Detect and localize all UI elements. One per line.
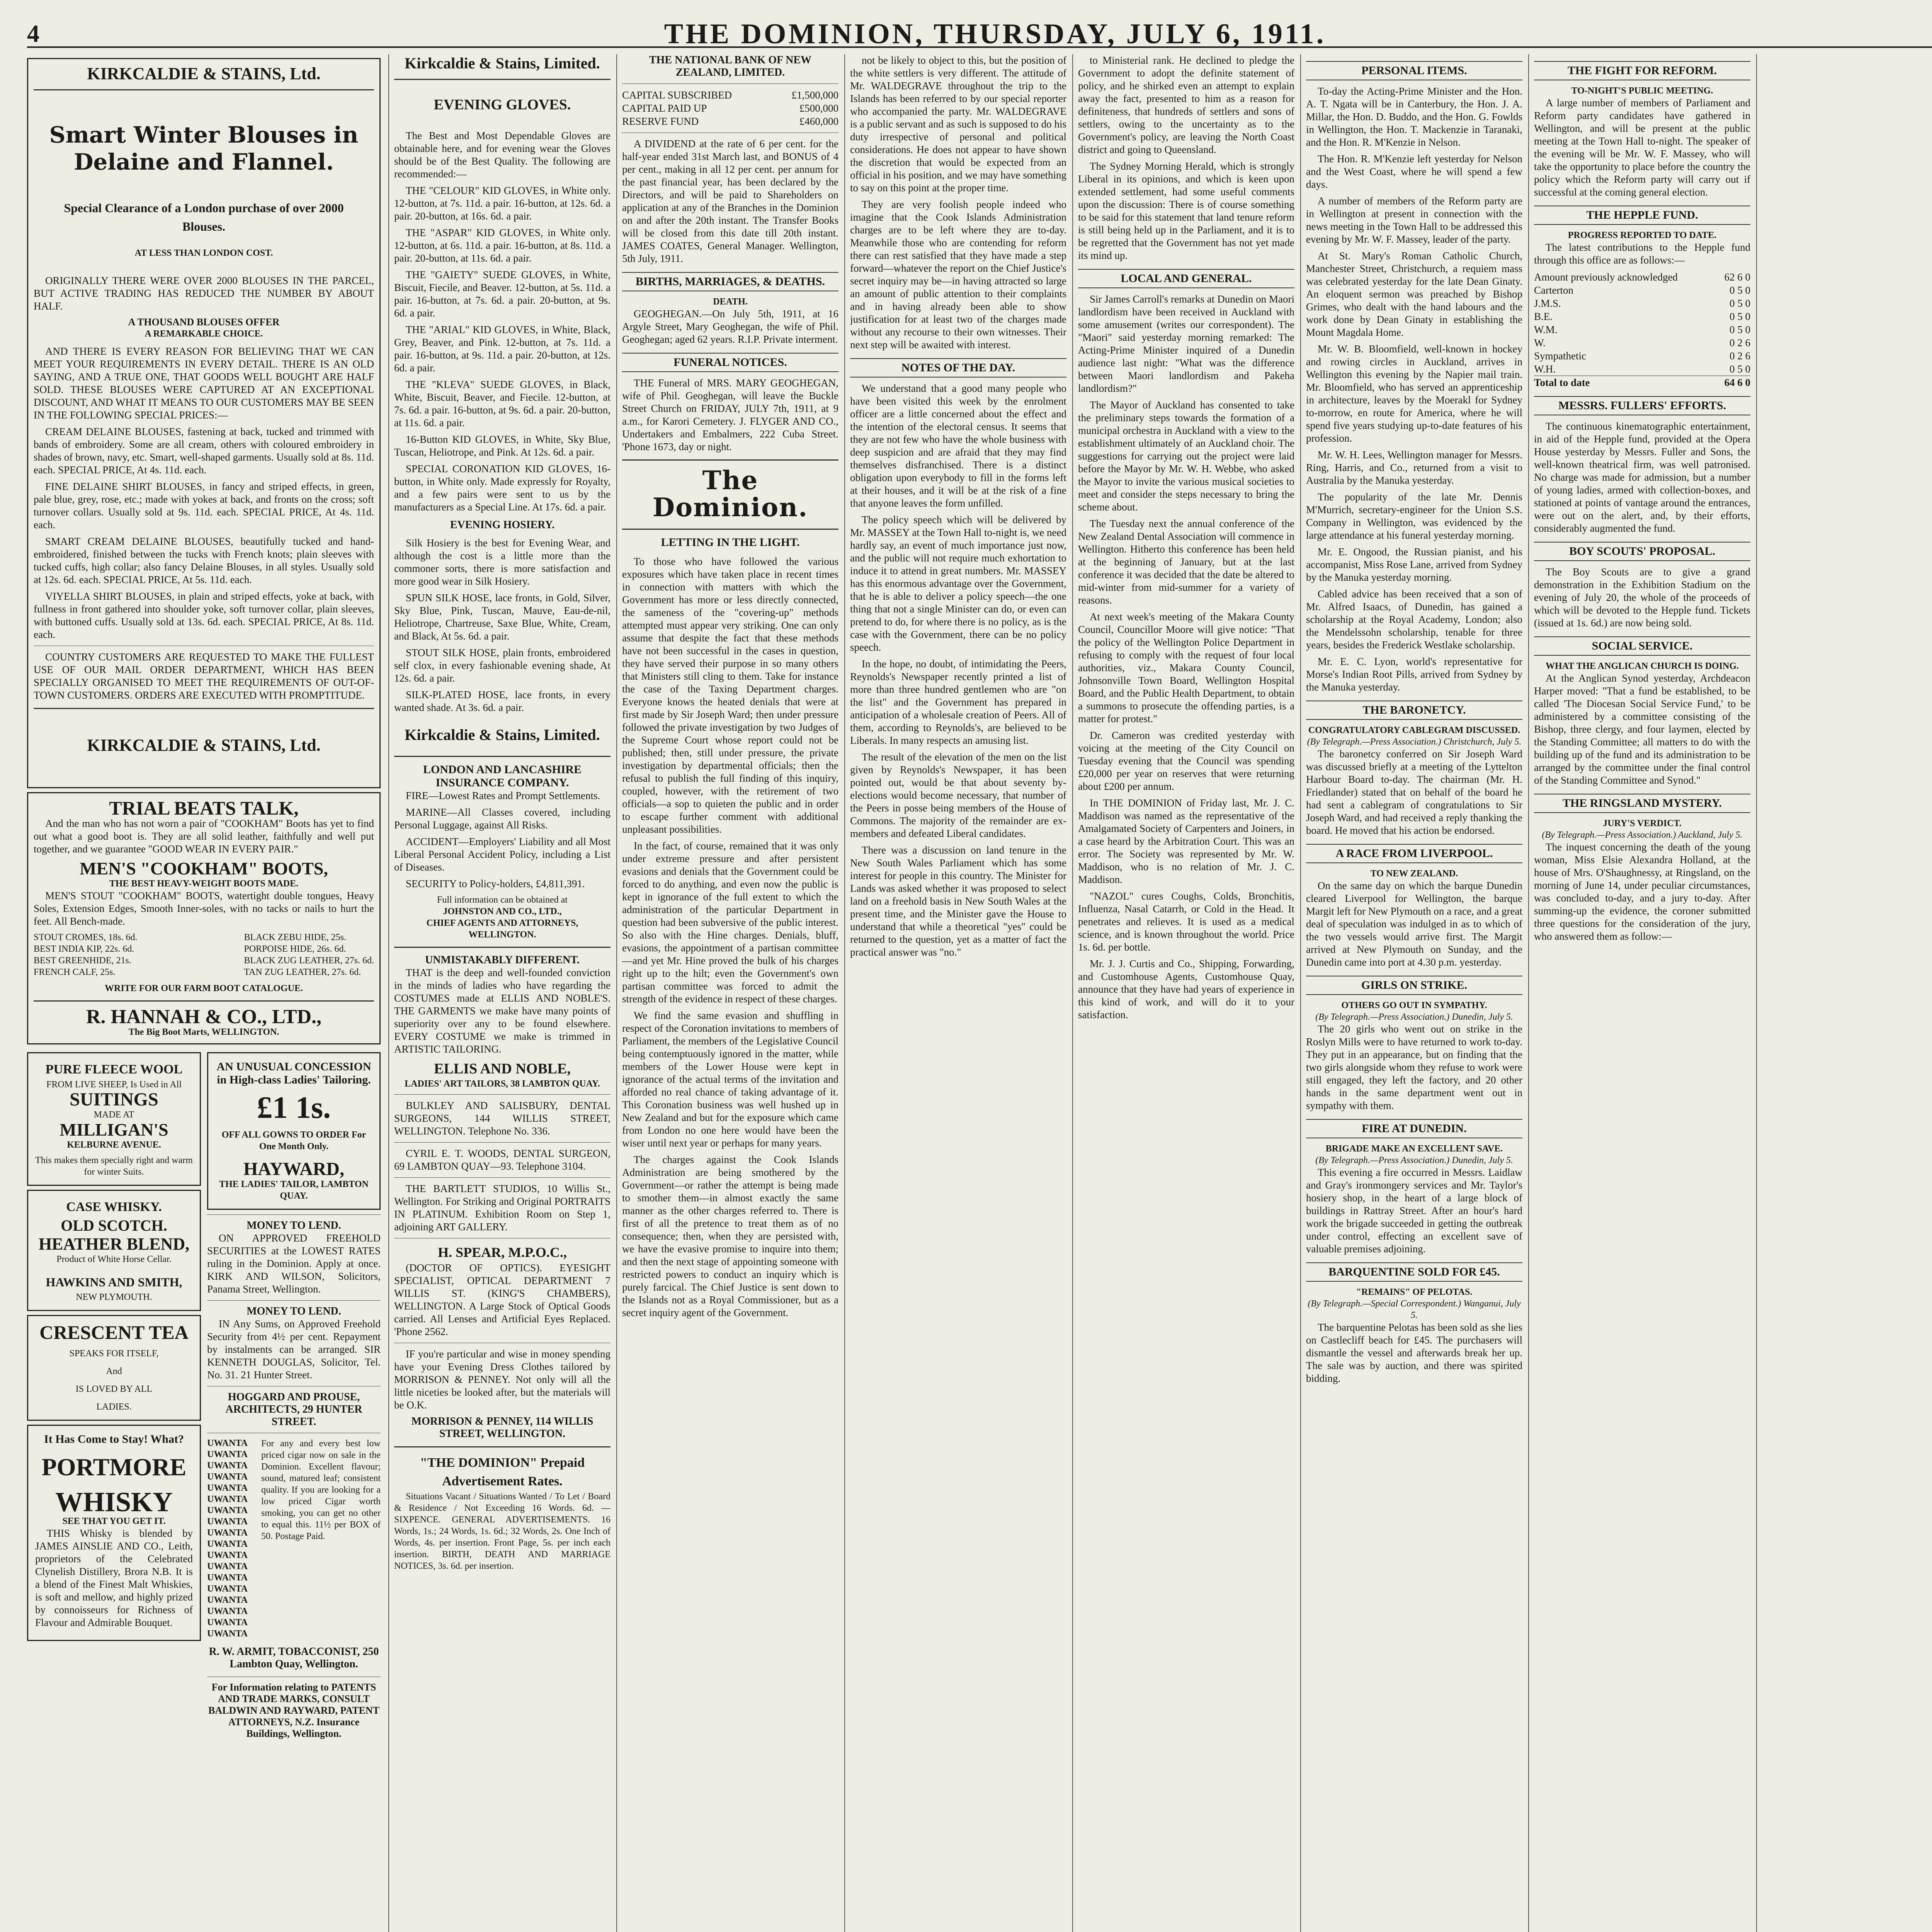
barquentine-body: The barquentine Pelotas has been sold as she lies on Castlecliff beach for £45. The purchasers will dismantle the vessel and afterwards break her up. The sale was by auction, and there was spirited bidding. — [1306, 1321, 1522, 1384]
hannah-boots-ad — [27, 792, 381, 1044]
glove-item: THE "CELOUR" KID GLOVES, in White only. 12-button, at 7s. 11d. a pair. 16-button, at 12s. 6d. a pair. 20-button, at 16s. 6d. a pair. — [394, 185, 611, 222]
column-5 — [1078, 54, 1294, 1932]
personal-items-title: PERSONAL ITEMS. — [1306, 61, 1522, 80]
cigar-note: For any and every best low priced cigar now on sale in the Dominion. Excellent flavour; sound, matured leaf; consistent quality. If you are looking for a low priced Cigar worth smoking, you can get no other to equal this. 11½ per BOX of 50. Postage Paid. — [261, 1439, 381, 1541]
hannah-name: R. HANNAH & CO., LTD., — [86, 1006, 322, 1028]
hepple-total-value: 64 6 0 — [1724, 377, 1750, 388]
mail-order-note: COUNTRY CUSTOMERS ARE REQUESTED TO MAKE THE FULLEST USE OF OUR MAIL ORDER DEPARTMENT, WHICH HAS BEEN SPECIALLY ORGANISED TO MEET THE REQUIREMENTS OF OUT-OF-TOWN CUSTOMERS. ORDERS ARE EXECUTED WITH PROMPTITUDE. — [34, 651, 374, 701]
death-notice: GEOGHEGAN.—On July 5th, 1911, at 16 Argyle Street, Mary Geoghegan, the wife of Phil. Geoghegan; aged 62 years. R.I.P. Private interment. — [622, 308, 838, 345]
cookham-subtitle: THE BEST HEAVY-WEIGHT BOOTS MADE. — [109, 879, 299, 889]
crescent-line: SPEAKS FOR ITSELF, — [69, 1349, 159, 1359]
barquentine-sub: "REMAINS" OF PELOTAS. — [1356, 1287, 1473, 1297]
cookham-desc: MEN'S STOUT "COOKHAM" BOOTS, watertight double tongues, Heavy Soles, Extension Edges, Smooth Inner-soles, with no tacks or nails to hurt the feet. All Bench-made. — [34, 890, 374, 927]
local-para: Dr. Cameron was credited yesterday with voicing at the meeting of the City Council on Tuesday evening that the Council was spending £20,000 per year on reserves that were returning about £200 per annum. — [1078, 730, 1294, 792]
death-heading: DEATH. — [713, 297, 748, 307]
personal-item: At St. Mary's Roman Catholic Church, Manchester Street, Christchurch, a requiem mass was celebrated yesterday for the late Dean Ginaty. An eloquent sermon was preached by Bishop Grimes, who dealt with the hand labours and the work done by Dean Ginaty in establishing the Mount Magdala Home. — [1306, 250, 1522, 338]
crescent-line: And — [106, 1366, 122, 1376]
hepple-label: W.M. — [1534, 324, 1558, 335]
hepple-row — [1534, 284, 1750, 297]
funeral-title: FUNERAL NOTICES. — [622, 353, 838, 372]
boot-price: BEST INDIA KIP, 22s. 6d. — [34, 944, 134, 954]
liverpool-body: On the same day on which the barque Dunedin cleared Liverpool for Wellington, the barque Margit left for New Plymouth on a race, and a great deal of speculation was indulged in as to which of the two vessels would arrive first. The Margit arrived at New Plymouth on Sunday, and the Dunedin came into port at 4.30 p.m. yesterday. — [1306, 880, 1522, 968]
notes-para: The policy speech which will be delivered by Mr. MASSEY at the Town Hall to-night is, we need hardly say, an event of much importance just now, and the public will not require much exhortation to induce it to attend in great numbers. Mr. MASSEY has this enormous advantage over the Government, that he is able to deliver a policy speech—the one thing that not a single Minister can do, or even can pretend to do, for where there is no policy, as is the case with the Government, there can be no policy speech. — [850, 514, 1066, 653]
trial-title: TRIAL BEATS TALK, — [109, 797, 299, 819]
notes-para: In the hope, no doubt, of intimidating the Peers, Reynolds's Newspaper recently printed a list of more than three hundred gentlemen who are "on the list" and the Government has prepared in anticipation of a wholesale creation of Peers. All of them, according to Reynolds's, are believed to be Liberals. In many respects an amusing list. — [850, 658, 1066, 746]
blouses-intro: ORIGINALLY THERE WERE OVER 2000 BLOUSES IN THE PARCEL, BUT ACTIVE TRADING HAS REDUCED THE NUMBER BY ABOUT HALF. — [34, 275, 374, 312]
fleece-title: PURE FLEECE WOOL — [45, 1062, 183, 1077]
social-service-sub: WHAT THE ANGLICAN CHURCH IS DOING. — [1545, 661, 1739, 671]
hepple-row — [1534, 349, 1750, 362]
local-para: Sir James Carroll's remarks at Dunedin on Maori landlordism have been received in Auckland with some amusement (writes our correspondent). The "Maori" said yesterday morning remarked: The Acting-Prime Minister inquired of a Dunedin audience last night: "What was the difference between Maori landlordism and Pakeha landlordism?" — [1078, 293, 1294, 394]
glove-item: 16-Button KID GLOVES, in White, Sky Blue, Tuscan, Heliotrope, and Pink. At 12s. 6d. a pair. — [394, 434, 611, 458]
hepple-label: B.E. — [1534, 311, 1553, 322]
london-insurance-title: LONDON AND LANCASHIRE INSURANCE COMPANY. — [423, 763, 582, 789]
paper-nameplate: The Dominion. — [652, 465, 808, 522]
hepple-title: THE HEPPLE FUND. — [1534, 206, 1750, 225]
column-6 — [1306, 54, 1522, 1932]
personal-item: Mr. E. Ongood, the Russian pianist, and his accompanist, Miss Rose Lane, arrived from Sydney by the Manuka yesterday morning. — [1306, 546, 1522, 583]
hosiery-item: SPUN SILK HOSE, lace fronts, in Gold, Silver, Sky Blue, Pink, Tuscan, Mauve, Eau-de-nil, Heliotrope, Chartreuse, Saxe Blue, White, Cream, and Black, At 5s. 6d. a pair. — [394, 592, 611, 642]
baronetcy-body: The baronetcy conferred on Sir Joseph Ward was discussed briefly at a meeting of the Lyttelton Harbour Board to-day. The chairman (Mr. H. Friedlander) stated that on behalf of the board he had sent a cablegram of congratulations to Sir Joseph Ward, and had received a reply thanking the board. He moved that his action be endorsed. — [1306, 748, 1522, 836]
local-para: Mr. J. J. Curtis and Co., Shipping, Forwarding, and Customhouse Agents, Customhouse Quay, announce that they have had years of experience in this kind of work, and will do it to your satisfaction. — [1078, 958, 1294, 1020]
insurance-item: FIRE—Lowest Rates and Prompt Settlements. — [406, 790, 600, 801]
new-plymouth: NEW PLYMOUTH. — [76, 1292, 152, 1302]
scouts-title: BOY SCOUTS' PROPOSAL. — [1534, 542, 1750, 561]
gloves-intro: The Best and Most Dependable Gloves are obtainable here, and for evening wear the Gloves should be of the Best Quality. The following are recommended:— — [394, 130, 611, 180]
milligan-ad — [27, 1052, 201, 1186]
money-to-lend-title: MONEY TO LEND. — [247, 1219, 341, 1231]
hayward-name: HAYWARD, — [243, 1159, 344, 1179]
kelburne: KELBURNE AVENUE. — [67, 1140, 161, 1150]
capital-label: CAPITAL SUBSCRIBED — [622, 89, 732, 101]
blouses-subhead: Special Clearance of a London purchase of over 2000 Blouses. — [64, 201, 344, 233]
crescent-line: IS LOVED BY ALL — [75, 1384, 153, 1394]
personal-item: Mr. W. H. Lees, Wellington manager for Messrs. Ring, Harris, and Co., returned from a visit to Australia by the Manuka yesterday. — [1306, 449, 1522, 486]
milligan-foot: This makes them specially right and warm for winter Suits. — [35, 1155, 193, 1177]
crescent-tea-ad — [27, 1315, 201, 1421]
hepple-label: J.M.S. — [1534, 298, 1561, 309]
store-name-footer: KIRKCALDIE & STAINS, Ltd. — [87, 736, 321, 755]
hosiery-title: EVENING HOSIERY. — [450, 519, 555, 531]
blouses-reason: AND THERE IS EVERY REASON FOR BELIEVING THAT WE CAN MEET YOUR REQUIREMENTS IN EVERY DETAIL. THERE IS AN OLD SAYING, AND A TRUE ONE, THAT GOODS WELL BOUGHT ARE HALF SOLD. THESE BLOUSES WERE CAPTURED AT AN EXCEPTIONAL DISCOUNT, AND WHAT IT MEANS TO OUR CUSTOMERS MAY BE SEEN IN THE FOLLOWING SPECIAL PRICES:— — [34, 345, 374, 421]
local-para: The Tuesday next the annual conference of the New Zealand Dental Association will commence in Wellington. Hitherto this conference has been held at the beginning of January, but at the last conference it was decided that the date be altered to mid-winter from mid-summer for a variety of reasons. — [1078, 518, 1294, 606]
fullers-body: The continuous kinematographic entertainment, in aid of the Hepple fund, provided at the Opera House yesterday by Messrs. Fuller and Sons, the well-known theatrical firm, was well patronised. No charge was made for admission, but a number of young ladies, armed with collection-boxes, and stationed at points of vantage around the entrances, were out on the alert, and, by their efforts, considerably augmented the fund. — [1534, 420, 1750, 534]
ad-rates-body: Situations Vacant / Situations Wanted / To Let / Board & Residence / Not Exceeding 16 Words. 6d. — SIXPENCE. GENERAL ADVERTISEMENTS. 16 Words, 1s.; 24 Words, 1s. 6d.; 32 Words, 2s. One Inch of Words, 4s. per insertion. Front Page, 5s. per inch each insertion. BIRTH, DEATH AND MARRIAGE NOTICES, 3s. 6d. per insertion. — [394, 1492, 611, 1571]
fire-title: FIRE AT DUNEDIN. — [1306, 1119, 1522, 1138]
column-4 — [850, 54, 1066, 1932]
trial-body: And the man who has not worn a pair of "COOKHAM" Boots has yet to find out what a good boot is. They are all solid leather, faithfully and well put together, and we guarantee "GOOD WEAR IN EVERY PAIR." — [34, 818, 374, 855]
dateline: (By Telegraph.—Special Correspondent.) Wanganui, July 5. — [1308, 1299, 1521, 1320]
hepple-value: 0 2 6 — [1730, 350, 1750, 362]
crescent-tea: CRESCENT TEA — [39, 1321, 189, 1343]
glove-item: SPECIAL CORONATION KID GLOVES, 16-button, in White only. Made expressly for Royalty, and a few pairs were sent to us by the manufacturers as a Special Line. At 17s. 6d. a pair. — [394, 463, 611, 513]
fire-sub: BRIGADE MAKE AN EXCELLENT SAVE. — [1325, 1144, 1503, 1154]
suitings: SUITINGS — [70, 1089, 158, 1110]
personal-item: The Hon. R. M'Kenzie left yesterday for Nelson and the West Coast, where he will spend a few days. — [1306, 153, 1522, 190]
reform-title: THE FIGHT FOR REFORM. — [1534, 61, 1750, 80]
column-8 — [1762, 54, 1932, 1932]
funeral-notice: THE Funeral of MRS. MARY GEOGHEGAN, wife of Phil. Geoghegan, will leave the Buckle Street Church on FRIDAY, JULY 7th, 1911, at 9 a.m., for Karori Cemetery. J. FLYGER AND CO., Undertakers and Embalmers, 222 Cuba Street. 'Phone 1673, day or night. — [622, 377, 838, 452]
column-3 — [622, 54, 838, 1932]
blouses-headline: Smart Winter Blouses in Delaine and Flannel. — [49, 122, 359, 175]
girls-strike-title: GIRLS ON STRIKE. — [1306, 976, 1522, 995]
hosiery-item: SILK-PLATED HOSE, lace fronts, in every wanted shade. At 3s. 6d. a pair. — [394, 689, 611, 713]
blouse-item: SMART CREAM DELAINE BLOUSES, beautifully tucked and hand-embroidered, finished between the tucks with French knots; plain sleeves with tucked cuffs, high collar; also fancy Delaine Blouses, in all styles. Usually sold at 12s. 6d. each. SPECIAL PRICE, At 5s. 11d. each. — [34, 536, 374, 585]
glove-item: THE "GAIETY" SUEDE GLOVES, in White, Biscuit, Fiecile, and Beaver. 12-button, at 5s. 11d. a pair. 16-button, at 7s. 6d. a pair. 20-button, at 9s. 6d. a pair. — [394, 269, 611, 319]
insurance-item: MARINE—All Classes covered, including Personal Luggage, against All Risks. — [394, 806, 611, 831]
money-to-lend-title: MONEY TO LEND. — [247, 1305, 341, 1317]
bmd-title: BIRTHS, MARRIAGES, & DEATHS. — [622, 272, 838, 291]
hoggard-prouse: HOGGARD AND PROUSE, ARCHITECTS, 29 HUNTER STREET. — [225, 1391, 362, 1428]
baronetcy-sub: CONGRATULATORY CABLEGRAM DISCUSSED. — [1308, 725, 1520, 735]
local-para: "NAZOL" cures Coughs, Colds, Bronchitis, Influenza, Nasal Catarrh, or Cold in the Head. It penetrates and relieves. It is used as a medical science, and is known throughout the world. Price 1s. 6d. per bottle. — [1078, 890, 1294, 953]
capital-value: £1,500,000 — [791, 89, 838, 101]
local-para: In THE DOMINION of Friday last, Mr. J. C. Maddison was named as the representative of the Amalgamated Society of Carpenters and Joiners, in a case heard by the Arbitration Court. This was an error. The Society was represented by Mr. W. Maddison, who is no relation of Mr. J. C. Maddison. — [1078, 797, 1294, 885]
notes-para: The result of the elevation of the men on the list given by Reynolds's Newspaper, it has been pointed out, would be that about seventy by-elections would become necessary, that number of the Peers in posse being members of the House of Commons. The majority of the remainder are ex-members and defeated Liberal candidates. — [850, 751, 1066, 839]
newspaper-title: THE DOMINION, THURSDAY, JULY 6, 1911. — [664, 18, 1326, 50]
cigar-column: UWANTA UWANTA UWANTA UWANTA UWANTA UWANTA UWANTA UWANTA UWANTA UWANTA UWANTA UWANTA UWANTA UWANTA UWANTA UWANTA UWANTA UWANTA — [207, 1438, 248, 1639]
glove-item: THE "ARIAL" KID GLOVES, in White, Black, Grey, Beaver, and Pink. 12-button, at 7s. 11d. a pair. 16-button, at 9s. 11d. a pair. 20-button, at 12s. 6d. a pair. — [394, 324, 611, 374]
come-to-stay: It Has Come to Stay! What? — [44, 1433, 184, 1446]
hayward-sub: THE LADIES' TAILOR, LAMBTON QUAY. — [219, 1179, 369, 1201]
dateline: (By Telegraph.—Press Association.) Dunedin, July 5. — [1315, 1012, 1513, 1022]
hepple-value: 0 2 6 — [1730, 337, 1750, 349]
fullers-title: MESSRS. FULLERS' EFFORTS. — [1534, 396, 1750, 415]
blouse-item: FINE DELAINE SHIRT BLOUSES, in fancy and striped effects, in green, pale blue, grey, rose, etc.; made with yokes at back, and fronts on the cross; soft turnover collars. Usually sold at 9s. 11d. each. SPECIAL PRICE, At 4s. 11d. each. — [34, 481, 374, 531]
case-whisky: CASE WHISKY. — [66, 1200, 162, 1214]
girls-strike-body: The 20 girls who went out on strike in the Roslyn Mills were to have returned to work to-day. They put in an appearance, but on finding that the two girls alongside whom they refuse to work were still engaged, they left the factory, and 20 other hands in the same department went out in sympathy with them. — [1306, 1023, 1522, 1111]
editorial-para: We find the same evasion and shuffling in respect of the Coronation invitations to members of Parliament, the members of the Legislative Council being contemptuously ignored in the matter, while members of the Lower House were kept in ignorance of the actual terms of the invitation and afforded no real chance of taking advantage of it. This Coronation business was well hushed up in New Zealand and but for the exposure which came from London no one here would have been the wiser until next year or perhaps for many years. — [622, 1010, 838, 1149]
social-service-body: At the Anglican Synod yesterday, Archdeacon Harper moved: "That a fund be established, to be called 'The Diocesan Social Service Fund,' to be administered by a committee consisting of the Bishop, three clergy, and four laymen, elected by the Standing Committee; all matters to do with the building up of the fund and its administration to be arranged by the committee under the final control of the Standing Committee and Synod." — [1534, 672, 1750, 786]
money-to-lend-body: ON APPROVED FREEHOLD SECURITIES at the LOWEST RATES ruling in the Dominion. Apply at once. KIRK AND WILSON, Solicitors, Panama Street, Wellington. — [207, 1232, 381, 1295]
store-name: Kirkcaldie & Stains, Limited. — [405, 54, 600, 72]
insurance-item: JOHNSTON AND CO., LTD., — [443, 906, 562, 917]
hepple-total-label: Total to date — [1534, 377, 1590, 388]
offer-line: A THOUSAND BLOUSES OFFER — [128, 316, 280, 328]
see-that: SEE THAT YOU GET IT. — [62, 1516, 166, 1526]
bartlett-ad: THE BARTLETT STUDIOS, 10 Willis St., Wellington. For Striking and Original PORTRAITS IN PLATINUM. Exhibition Room on Step 1, adjoining ART GALLERY. — [394, 1183, 611, 1233]
boot-price: BLACK ZUG LEATHER, 27s. 6d. — [244, 956, 374, 966]
editorial-title: LETTING IN THE LIGHT. — [661, 536, 800, 549]
liverpool-sub: TO NEW ZEALAND. — [1370, 869, 1458, 879]
notes-of-day-title: NOTES OF THE DAY. — [850, 358, 1066, 378]
mystery-body: The inquest concerning the death of the young woman, Miss Elsie Alexandra Holland, at the house of Mrs. O'Shaughnessy, at Ringsland, on the morning of June 14, under peculiar circumstances, was concluded to-day, and a jury to-day. After summing-up the evidence, the coroner submitted three questions for the consideration of the jury, who answered them as follow:— — [1534, 841, 1750, 942]
patents-ad: For Information relating to PATENTS AND TRADE MARKS, CONSULT BALDWIN AND RAYWARD, PATENT ATTORNEYS, N.Z. Insurance Buildings, Wellington. — [208, 1682, 379, 1739]
boots-list-left — [34, 932, 138, 978]
reform-body: A large number of members of Parliament and Reform party candidates have gathered in Wellington, and will be present at the public meeting at the Town Hall to-night. The speaker of the evening will be Mr. W. F. Massey, who will take the opportunity to place before the country the policy which the Reform party will carry out if successful at the coming general election. — [1534, 97, 1750, 198]
blouse-item: CREAM DELAINE BLOUSES, fastening at back, tucked and trimmed with bands of embroidery. Some are all cream, others with coloured embroidery in shades of brown, navy, etc. Smart, well-shaped garments. Usually sold at 8s. 11d. each. SPECIAL PRICE, At 4s. 11d. each. — [34, 426, 374, 476]
dateline: (By Telegraph.—Press Association.) Dunedin, July 5. — [1315, 1155, 1513, 1165]
armit-tobacconist: R. W. ARMIT, TOBACCONIST, 250 Lambton Quay, Wellington. — [209, 1646, 379, 1670]
boot-price: BEST GREENHIDE, 21s. — [34, 956, 131, 966]
personal-item: A number of members of the Reform party are in Wellington at present in connection with the news meeting in the Town Hall to be addressed this evening by Mr. W. F. Massey, leader of the party. — [1306, 195, 1522, 245]
crescent-line: LADIES. — [96, 1402, 132, 1412]
dominion-ad-rates: "THE DOMINION" Prepaid Advertisement Rates. — [420, 1456, 585, 1488]
page-number: 4 — [27, 20, 39, 47]
capital-label: RESERVE FUND — [622, 116, 699, 127]
hepple-row — [1534, 336, 1750, 349]
notes-para: We understand that a good many people who have been visited this week by the enrolment officer are a little concerned about the effect and the intention of the electoral census. It seems that they are not few who have the whole business with deep suspicion and are afraid that they may find themselves disfranchised. There is a distinct obligation upon everybody to fill in the forms left at their houses, and it will be at the risk of a fine that anyone leaves the form unfilled. — [850, 383, 1066, 509]
capital-row — [622, 88, 838, 102]
local-general-title: LOCAL AND GENERAL. — [1078, 269, 1294, 288]
hepple-label: Carterton — [1534, 284, 1573, 296]
editorial-para: In the fact, of course, remained that it was only under extreme pressure and after persistent evasions and denials that the Government could be forced to do anything, and even now the public is kept in ignorance of the full extent to which the administration of the particular Department in question had been subversive of the public interest. So also with the Hine charges. Denials, bluff, evasions, the appointment of a partisan committee—and yet Mr. Hine proved the bulk of his charges right up to the hilt; even the Government's own partisan committee was forced to admit the strength of the evidence in respect of these charges. — [622, 840, 838, 1005]
capital-value: £500,000 — [799, 102, 838, 114]
whisky-case-ad — [27, 1190, 201, 1311]
hawkins-smith: HAWKINS AND SMITH, — [46, 1275, 182, 1289]
boot-price: STOUT CROMES, 18s. 6d. — [34, 932, 138, 942]
store-name-footer: Kirkcaldie & Stains, Limited. — [405, 726, 600, 743]
farm-catalogue: WRITE FOR OUR FARM BOOT CATALOGUE. — [105, 983, 303, 993]
made-at: MADE AT — [94, 1110, 134, 1120]
ellis-sub: LADIES' ART TAILORS, 38 LAMBTON QUAY. — [405, 1079, 600, 1089]
hepple-sub: PROGRESS REPORTED TO DATE. — [1568, 230, 1717, 240]
capital-label: CAPITAL PAID UP — [622, 102, 707, 114]
capital-value: £460,000 — [799, 116, 838, 127]
boot-price: FRENCH CALF, 25s. — [34, 967, 116, 977]
local-para: The Mayor of Auckland has consented to take the preliminary steps towards the formation of a municipal orchestra in Auckland with a view to the establishment ultimately of an Auckland choir. The suggestions for carrying out the project were laid before the Mayor by Mr. W. H. Webbe, who asked the Mayor to invite the various musical societies to meet and consider the steps necessary to bring the scheme about. — [1078, 399, 1294, 513]
hosiery-item: Silk Hosiery is the best for Evening Wear, and although the cost is a little more than the commoner sorts, there is more satisfaction and more good wear in Silk Hosiery. — [394, 537, 611, 587]
glove-item: THE "KLEVA" SUEDE GLOVES, in Black, White, Biscuit, Beaver, and Fiecile. 12-button, at 7s. 6d. a pair. 16-button, at 9s. 6d. a pair. 20-button, at 11s. 6d. a pair. — [394, 379, 611, 429]
column-2 — [394, 54, 611, 1932]
personal-item: Cabled advice has been received that a son of Mr. Alfred Isaacs, of Dunedin, has gained a scholarship at the Royal Academy, London; also the Mendelssohn scholarship, tenable for three years, besides the Frederick Westlake scholarship. — [1306, 588, 1522, 651]
hepple-intro: The latest contributions to the Hepple fund through this office are as follows:— — [1534, 242, 1750, 266]
hepple-row — [1534, 270, 1750, 284]
social-service-title: SOCIAL SERVICE. — [1534, 636, 1750, 656]
hepple-row — [1534, 297, 1750, 310]
girls-strike-sub: OTHERS GO OUT IN SYMPATHY. — [1341, 1000, 1487, 1010]
hepple-value: 0 5 0 — [1730, 298, 1750, 309]
hayward-ad — [207, 1052, 381, 1210]
notes-para: There was a discussion on land tenure in the New South Wales Parliament which has some interest for people in this country. The Minister for Lands was asked whether it was proposed to select land on a freehold basis in New South Wales at the present time, and the Minister gave the House to understand that while a theoretical "yes" could be returned to the question, yet as a matter of fact the practical answer was "no." — [850, 844, 1066, 958]
masthead — [27, 15, 1932, 48]
insurance-item: Full information can be obtained at — [437, 895, 568, 905]
whisky-word: WHISKY — [55, 1486, 173, 1517]
editorial-para: They are very foolish people indeed who imagine that the Cook Islands Administration charges are to be left where they are to-day. Meanwhile those who are contending for reform there can rest satisfied that they have made a step forward—whatever the report on the Chief Justice's secret inquiry may be—in having attracted so large an amount of public attention to their complaints and in having already been able to show justification for at least two of the charges made without any recourse to their own witnesses. Their next step will be awaited with interest. — [850, 199, 1066, 350]
mystery-sub: JURY'S VERDICT. — [1603, 818, 1682, 828]
ellis-noble: ELLIS AND NOBLE, — [434, 1061, 571, 1077]
dividend-notice: A DIVIDEND at the rate of 6 per cent. for the half-year ended 31st March last, and BONUS of 4 per cent., making in all 12 per cent. per annum for the past financial year, has been declared by the Directors, and will be paid to Shareholders on application at any of the Branches in the Dominion on and after the 20th instant. The Transfer Books will be closed from this date till 20th instant. JAMES COATES, General Manager. Wellington, 5th July, 1911. — [622, 138, 838, 264]
morrison-body: IF you're particular and wise in money spending have your Evening Dress Clothes tailored by MORRISON & PENNEY. Not only will all the little niceties be looked after, but the materials will be O.K. — [394, 1348, 611, 1411]
hepple-row — [1534, 362, 1750, 376]
boot-price: BLACK ZEBU HIDE, 25s. — [244, 932, 346, 942]
heather-sub: Product of White Horse Cellar. — [56, 1254, 172, 1264]
editorial-para: not be likely to object to this, but the position of the white settlers is very different. The attitude of Mr. WALDEGRAVE throughout the trip to the Islands has been referred to by our special reporter who accompanied the party. Mr. WALDEGRAVE is a public servant and as such is supposed to do his duty irrespective of personal and political considerations. He does not appear to have shown the discretion that would be expected from an official in his position, and we may have something to say on this point at the proper time. — [850, 54, 1066, 194]
barquentine-title: BARQUENTINE SOLD FOR £45. — [1306, 1262, 1522, 1282]
column-7 — [1534, 54, 1750, 1932]
store-name: KIRKCALDIE & STAINS, Ltd. — [87, 64, 321, 83]
notes-para: to Ministerial rank. He declined to pledge the Government to adopt the definite statement of policy, and he shirked even an attempt to explain away the fact, presented to him as a reason for definiteness, that hundreds of settlers and sons of settlers, owing to the uncertainty as to the Government's policy, are leaving the North Coast district and going to Queensland. — [1078, 54, 1294, 155]
dateline: (By Telegraph.—Press Association.) Auckland, July 5. — [1542, 830, 1743, 840]
unmistakably-title: UNMISTAKABLY DIFFERENT. — [425, 954, 580, 966]
kirkcaldie-blouses-ad — [27, 58, 381, 788]
personal-item: To-day the Acting-Prime Minister and the Hon. A. T. Ngata will be in Canterbury, the Hon. J. A. Millar, the Hon. D. Buddo, and the Hon. G. Fowlds in Wellington, the Hon. T. Mackenzie in Taranaki, and the Hon. R. M'Kenzie in Nelson. — [1306, 85, 1522, 148]
fleece-body: FROM LIVE SHEEP, Is Used in All — [46, 1080, 182, 1090]
editorial-para: The charges against the Cook Islands Administration are being smothered by the Government—or rather the attempt is being made to smother them—in almost exactly the same manner as the other charges referred to. There is first of all the pretence to treat them as of no consequence; then, when they are persisted with, we have the evasive promise to inquire into them; and then the next stage of appointing someone with restricted powers to conduct an inquiry which is purely farcical. The Chief Justice is sent down to the Islands not as a Royal Commissioner, but as a secret inquiry agent of the Government. — [622, 1154, 838, 1318]
bank-title: THE NATIONAL BANK OF NEW ZEALAND, LIMITED. — [649, 54, 812, 78]
mystery-title: THE RINGSLAND MYSTERY. — [1534, 794, 1750, 813]
hayward-offer: OFF ALL GOWNS TO ORDER For One Month Only. — [221, 1130, 366, 1151]
hepple-row — [1534, 310, 1750, 323]
spear-name: H. SPEAR, M.P.O.C., — [438, 1245, 567, 1260]
insurance-item: SECURITY to Policy-holders, £4,811,391. — [406, 878, 585, 889]
hepple-label: Amount previously acknowledged — [1534, 271, 1678, 283]
bulkley-ad: BULKLEY AND SALISBURY, DENTAL SURGEONS, 144 WILLIS STREET, WELLINGTON. Telephone No. 336. — [394, 1100, 611, 1137]
blouse-item: VIYELLA SHIRT BLOUSES, in plain and striped effects, yoke at back, with fullness in front gathered into shoulder yoke, soft turnover collar, plain sleeves, with buttoned cuffs. Usually sold at 13s. 6d. each. SPECIAL PRICE, At 8s. 11d. each. — [34, 590, 374, 640]
hepple-label: Sympathetic — [1534, 350, 1586, 362]
cookham-title: MEN'S "COOKHAM" BOOTS, — [80, 859, 328, 878]
boots-list-right — [244, 932, 374, 978]
hepple-value: 0 5 0 — [1730, 284, 1750, 296]
personal-item: The popularity of the late Mr. Dennis M'Murrich, secretary-engineer for the Union S.S. Company in Wellington, was evidenced by the large attendance at his funeral yesterday morning. — [1306, 491, 1522, 541]
liverpool-title: A RACE FROM LIVERPOOL. — [1306, 844, 1522, 863]
capital-row — [622, 102, 838, 115]
portmore: PORTMORE — [41, 1453, 187, 1481]
at-less-line: AT LESS THAN LONDON COST. — [134, 248, 273, 258]
boot-price: PORPOISE HIDE, 26s. 6d. — [244, 944, 346, 954]
column-1 — [27, 54, 381, 1932]
woods-ad: CYRIL E. T. WOODS, DENTAL SURGEON, 69 LAMBTON QUAY—93. Telephone 3104. — [394, 1148, 611, 1172]
baronetcy-title: THE BARONETCY. — [1306, 701, 1522, 720]
spear-body: (DOCTOR OF OPTICS). EYESIGHT SPECIALIST, OPTICAL DEPARTMENT 7 WILLIS ST. (KING'S CHAMBERS), WELLINGTON. A Large Stock of Optical Goods carried. All Lenses and Artificial Eyes Replaced. 'Phone 2562. — [394, 1262, 611, 1337]
insurance-item: CHIEF AGENTS AND ATTORNEYS, WELLINGTON. — [426, 918, 578, 940]
hepple-row — [1534, 323, 1750, 336]
hepple-label: W.H. — [1534, 363, 1556, 375]
hepple-value: 0 5 0 — [1730, 324, 1750, 335]
hosiery-item: STOUT SILK HOSE, plain fronts, embroidered self clox, in every fashionable evening shade, At 12s. 6d. a pair. — [394, 647, 611, 684]
concession-price: £1 1s. — [257, 1091, 331, 1125]
reform-sub: TO-NIGHT'S PUBLIC MEETING. — [1571, 86, 1713, 96]
choice-line: A REMARKABLE CHOICE. — [145, 329, 263, 339]
local-para: At next week's meeting of the Makara County Council, Councillor Moore will give notice: "That the policy of the Wellington Police Department in refusing to comply with the request of four local authorities, viz., Makara County Council, Johnsonville Town Board, Wellington Hospital Board, and the Public Health Department, to obtain a summons to prosecute the offending parties, is a matter for protest." — [1078, 611, 1294, 724]
unusual-concession: AN UNUSUAL CONCESSION in High-class Ladies' Tailoring. — [216, 1060, 371, 1086]
notes-para: The Sydney Morning Herald, which is strongly Liberal in its opinions, and which is keen upon extended settlement, had some useful comments upon the discussion: There is of course something to be said for this statement that land tenure reform is still being held up in the Parliament, and it is to be regretted that the Government has not yet made its mind up. — [1078, 160, 1294, 261]
insurance-item: ACCIDENT—Employers' Liability and all Most Liberal Personal Accident Policy, including a List of Diseases. — [394, 836, 611, 873]
milligan-name: MILLIGAN'S — [60, 1120, 168, 1139]
hepple-value: 0 5 0 — [1730, 311, 1750, 322]
hepple-value: 62 6 0 — [1724, 271, 1750, 283]
fire-body: This evening a fire occurred in Messrs. Laidlaw and Gray's ironmongery services and Mr. Taylor's hosiery shop, in the heart of a large block of buildings in Rattray Street. After an hour's hard work the brigade succeeded in getting the outbreak under control, effecting an excellent save of valuable premises adjoining. — [1306, 1167, 1522, 1255]
portmore-whisky-ad — [27, 1425, 201, 1641]
money-to-lend-body: IN Any Sums, on Approved Freehold Security from 4½ per cent. Repayment by instalments can be arranged. SIR KENNETH DOUGLAS, Solicitor, Tel. No. 31. 21 Hunter Street. — [207, 1318, 381, 1381]
scouts-body: The Boy Scouts are to give a grand demonstration in the Exhibition Stadium on the evening of July 20, the whole of the proceeds of which will be devoted to the Hepple fund. Tickets (issued at 1s. 6d.) are now being sold. — [1534, 566, 1750, 629]
whisky-body: THIS Whisky is blended by JAMES AINSLIE AND CO., Leith, proprietors of the Celebrated Clynelish Distillery, Brora N.B. It is a blend of the Finest Malt Whiskies, is soft and mellow, and highly prized by connoisseurs for Richness of Flavour and Admirable Bouquet. — [35, 1527, 193, 1628]
hannah-sub: The Big Boot Marts, WELLINGTON. — [128, 1027, 279, 1037]
capital-row — [622, 115, 838, 128]
hepple-total — [1534, 376, 1750, 389]
editorial-para: To those who have followed the various exposures which have taken place in recent times in connection with matters with which the Government has more or less directly connected, the sameness of the "covering-up" methods attempted must appear very striking. One can only assume that despite the fact that these methods have not been successful in the cases in question, they have served their purpose in so many others that Ministers still cling to them. Take for instance the case of the Taxing Department charges. Everyone knows the heated denials that were at first made by Sir Joseph Ward; then under pressure followed the private investigation by two Judges of the Supreme Court whose report could not be published; then, still under pressure, the private investigation by departmental officials; then the refusal to publish the full finding of this inquiry, coupled, however, with the retirement of two officials—a sop to quieten the public and in order to escape further comment with additional unpleasant possibilities. — [622, 556, 838, 835]
hepple-value: 0 5 0 — [1730, 363, 1750, 375]
heather-blend: HEATHER BLEND, — [38, 1235, 190, 1253]
boot-price: TAN ZUG LEATHER, 27s. 6d. — [244, 967, 361, 977]
ellis-body: THAT is the deep and well-founded conviction in the minds of ladies who have regarding the COSTUMES made at ELLIS AND NOBLE'S. THE GARMENTS we make have many points of superiority over any to be found elsewhere. EVERY COSTUME we make is trimmed in ARTISTIC TAILORING. — [394, 967, 611, 1055]
personal-item: Mr. E. C. Lyon, world's representative for Morse's Indian Root Pills, arrived from Sydney by the Manuka yesterday. — [1306, 656, 1522, 693]
glove-item: THE "ASPAR" KID GLOVES, in White only. 12-button, at 6s. 11d. a pair. 16-button, at 8s. 11d. a pair. 20-button, at 11s. 6d. a pair. — [394, 227, 611, 264]
dateline: (By Telegraph.—Press Association.) Christchurch, July 5. — [1307, 737, 1522, 747]
gloves-title: EVENING GLOVES. — [434, 97, 571, 113]
hepple-label: W. — [1534, 337, 1546, 349]
personal-item: Mr. W. B. Bloomfield, well-known in hockey and rowing circles in Auckland, arrives in Wellington this evening by the Napier mail train. Mr. Bloomfield, who has served an apprenticeship in architecture, leaves by the Moerakl for Sydney to-morrow, en route for America, where he will spend five years studying up-to-date features of his profession. — [1306, 343, 1522, 444]
old-scotch: OLD SCOTCH. — [61, 1217, 167, 1234]
morrison-penney: MORRISON & PENNEY, 114 WILLIS STREET, WELLINGTON. — [411, 1415, 594, 1440]
